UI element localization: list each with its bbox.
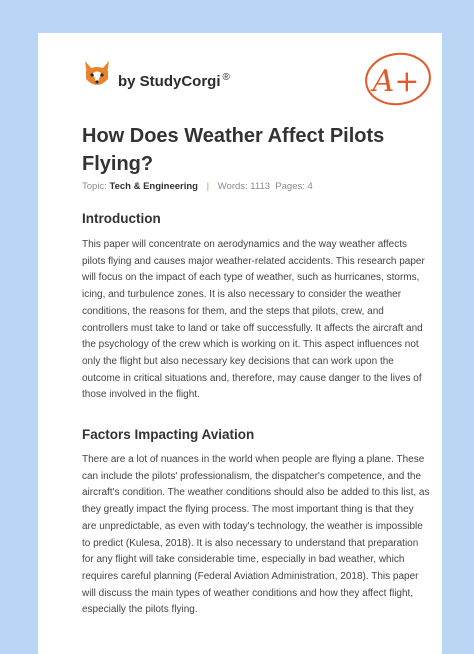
topic-label: Topic: — [82, 181, 107, 192]
registered-mark: ® — [222, 72, 230, 83]
section-body-factors: There are a lot of nuances in the world when people are flying a plane. These can include the pilots' professionalism, the dispatcher's competence, and the aircraft's condition. The weather conditions should also be added to this list, as they greatly impact the flying process. The most important thing is that they are unpredictable, as even with today's technology, the weather is impossible to predict (Kulesa, 2018). It is also necessary to understand that preparation for any flight will take considerable time, especially in bad weather, which requires careful planning (Federal Aviation Administration, 2018). This paper will discuss the main types of weather conditions and how they affect flight, especially the pilots flying. — [82, 454, 430, 616]
meta-separator: | — [206, 181, 210, 192]
word-count: Words: 1113 — [217, 181, 271, 192]
document-page — [38, 33, 442, 654]
section-body-introduction: This paper will concentrate on aerodynamics and the way weather affects pilots flying and causes major weather-related accidents. This research paper will focus on the impact of each type of weather, such as hurricanes, storms, icing, and turbulence zones. It is also necessary to consider the weather conditions, the reasons for them, and the steps that pilots, crew, and controllers must take to land or take off successfully. It affects the aircraft and the psychology of the crew which is working on it. This aspect influences not only the flight but also necessary key decisions that can work upon the outcome in critical situations and, therefore, may cause danger to the lives of those involved in the flight. — [82, 239, 425, 401]
brand-name[interactable] — [118, 72, 230, 90]
topic-link[interactable]: Tech & Engineering — [109, 181, 198, 192]
meta-line — [82, 181, 313, 192]
a-plus-grade-icon — [362, 48, 434, 108]
brand-label: by StudyCorgi — [118, 73, 221, 90]
corgi-logo-icon — [82, 59, 112, 91]
page-title: How Does Weather Affect Pilots Flying? — [82, 125, 385, 175]
grade-text: A+ — [372, 64, 420, 99]
section-heading-introduction: Introduction — [82, 211, 161, 226]
header — [82, 43, 442, 103]
page-count: Pages: 4 — [275, 181, 313, 192]
section-heading-factors: Factors Impacting Aviation — [82, 427, 255, 442]
